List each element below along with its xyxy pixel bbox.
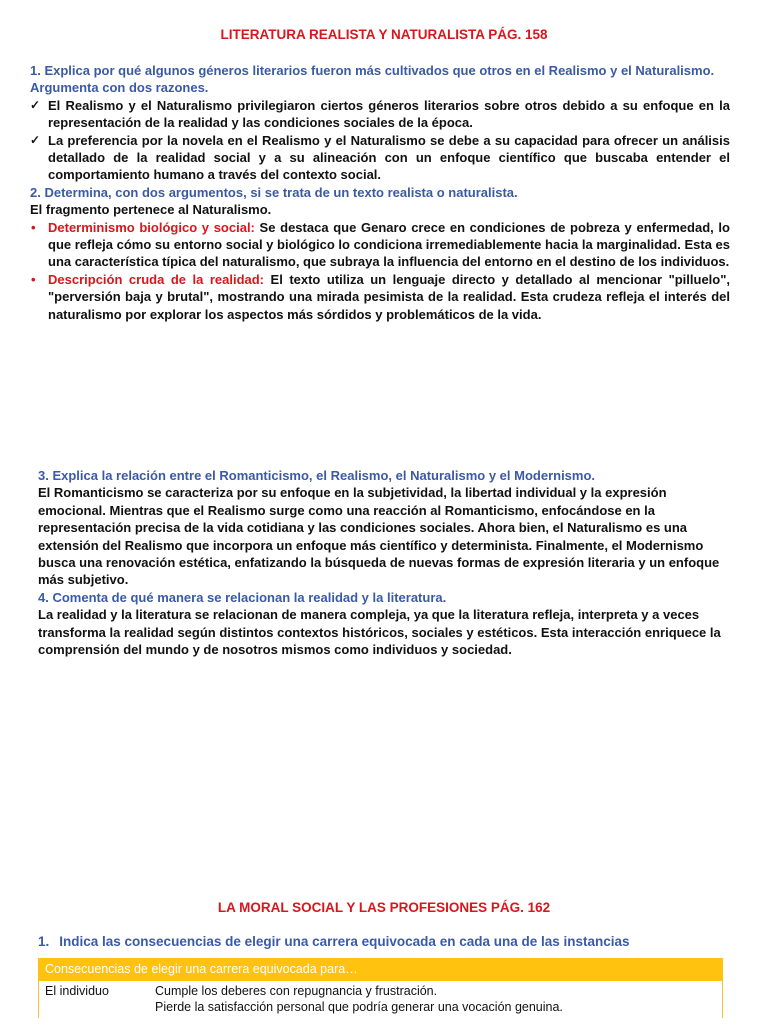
section-body [30, 62, 730, 323]
argument-text: El texto utiliza un lenguaje directo y detallado al mencionar "pilluelo", "perversión baja y brutal", mostrando una mirada pesimista de la realidad. Esta crudeza refleja el interés del naturalismo por explorar los aspectos más sórdidos y problemáticos de la vida. [48, 271, 731, 322]
list-item [30, 271, 730, 323]
list-item-text: El Realismo y el Naturalismo privilegiaron ciertos géneros literarios sobre otros debido a su enfoque en la representación de la realidad y las condiciones sociales de la época. [48, 97, 730, 131]
answer-2: El fragmento pertenece al Naturalismo. [30, 202, 272, 218]
answer-4: La realidad y la literatura se relacionan de manera compleja, ya que la literatura refleja, interpreta y a veces transforma la realidad según distintos contextos históricos, sociales y estéticos. Esta interacción enriquece la comprensión del mundo y de nosotros mismos como individuos y sociedad. [38, 607, 721, 658]
bullet-icon: • [31, 219, 36, 235]
row-line: Cumple los deberes con repugnancia y frustración. [155, 984, 438, 998]
bullet-icon: • [31, 271, 36, 287]
section-body-2 [38, 467, 728, 658]
checkmark-icon: ✓ [30, 97, 41, 112]
table-row [39, 981, 723, 1019]
answer-list-1 [30, 97, 730, 184]
row-label: El individuo [39, 981, 150, 1019]
section-title: LITERATURA REALISTA Y NATURALISTA PÁG. 158 [220, 27, 548, 42]
argument-text: Se destaca que Genaro crece en condiciones de pobreza y enfermedad, lo que refleja cómo su entorno social y biológico lo condiciona irremediablemente hacia la marginalidad. Esta es una característica típica del naturalismo, que subraya la influencia del entorno en el destino de los individuos. [48, 219, 730, 270]
question-2: 2. Determina, con dos argumentos, si se trata de un texto realista o naturalista. [30, 184, 518, 200]
section-title-2: LA MORAL SOCIAL Y LAS PROFESIONES PÁG. 162 [217, 900, 551, 915]
consequences-table [38, 958, 723, 1018]
answer-list-2 [30, 219, 730, 323]
question-1: 1. Explica por qué algunos géneros literarios fueron más cultivados que otros en el Realismo y el Naturalismo. Argumenta con dos razones. [30, 63, 715, 96]
checkmark-icon: ✓ [30, 132, 41, 147]
list-item [30, 97, 730, 132]
argument-label: Determinismo biológico y social: [48, 219, 255, 235]
row-content [149, 981, 723, 1019]
answer-3: El Romanticismo se caracteriza por su enfoque en la subjetividad, la libertad individual y la expresión emocional. Mientras que el Realismo surge como una reacción al Romanticismo, enfocándose en la representación precisa de la vida cotidiana y las condiciones sociales. Ahora bien, el Naturalismo es una extensión del Realismo que incorpora un enfoque más científico y determinista. Finalmente, el Modernismo busca una renovación estética, enfatizando la búsqueda de nuevas formas de expresión literaria y un enfoque más subjetivo. [38, 485, 720, 588]
row-line: Pierde la satisfacción personal que podría generar una vocación genuina. [155, 999, 563, 1014]
argument-label: Descripción cruda de la realidad: [48, 271, 265, 287]
question-1-section-2 [38, 934, 630, 949]
question-number: 1. [38, 934, 50, 949]
question-3: 3. Explica la relación entre el Romanticismo, el Realismo, el Naturalismo y el Modernismo. [38, 468, 596, 483]
question-text: Indica las consecuencias de elegir una carrera equivocada en cada una de las instancias [59, 934, 630, 949]
table-header: Consecuencias de elegir una carrera equivocada para… [39, 959, 723, 981]
question-4: 4. Comenta de qué manera se relacionan la realidad y la literatura. [38, 589, 447, 605]
list-item [30, 219, 730, 271]
list-item [30, 132, 730, 184]
list-item-text: La preferencia por la novela en el Realismo y el Naturalismo se debe a su capacidad para ofrecer un análisis detallado de la realidad social y a su alineación con un enfoque científico que buscaba entender el comportamiento humano a través del contexto social. [48, 132, 730, 183]
